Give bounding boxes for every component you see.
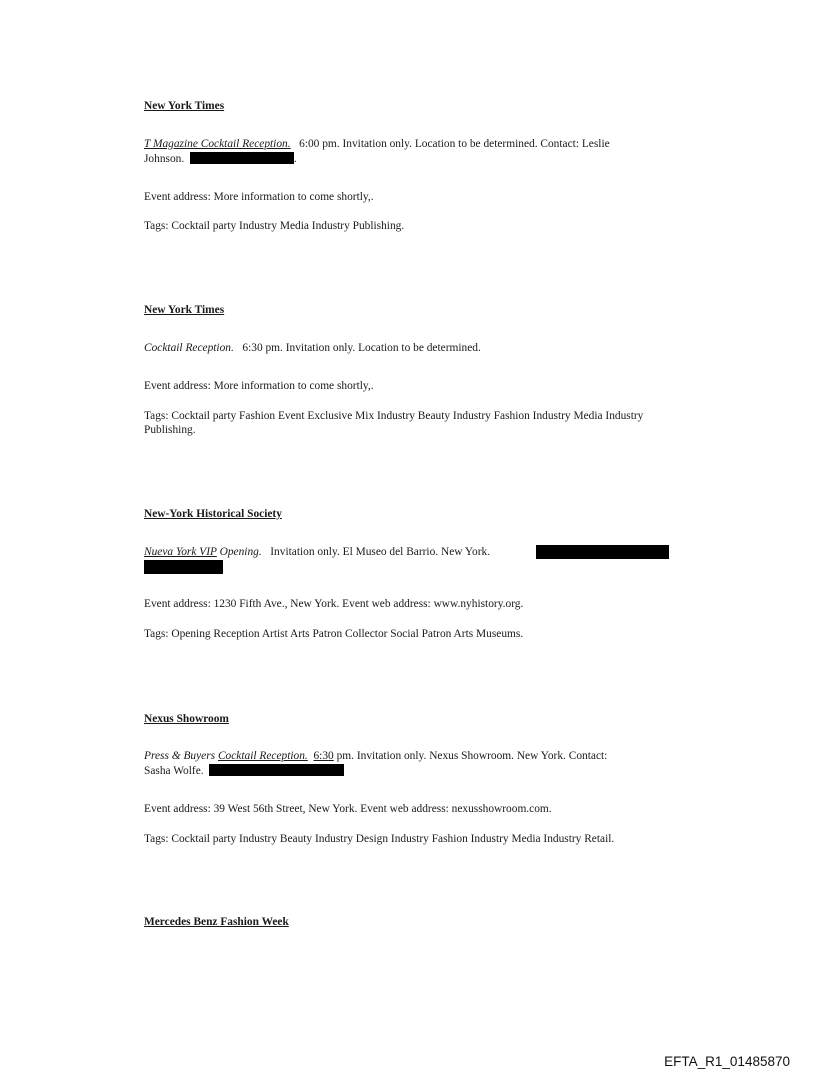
event-tags: Tags: Cocktail party Industry Beauty Industry Design Industry Fashion Industry Media Industry Retail.	[144, 833, 615, 845]
event-details-line	[144, 342, 481, 356]
organization-heading: Nexus Showroom	[144, 713, 229, 725]
event-details-line	[144, 138, 610, 152]
event-address: Event address: 1230 Fifth Ave., New York. Event web address: www.nyhistory.org.	[144, 598, 524, 610]
event-tags: Tags: Cocktail party Fashion Event Exclusive Mix Industry Beauty Industry Fashion Industry Media Industry	[144, 410, 644, 422]
event-title-underlined: Cocktail Reception.	[217, 750, 308, 762]
event-address: Event address: 39 West 56th Street, New York. Event web address: nexusshowroom.com.	[144, 803, 552, 815]
event-details: 6:30 pm. Invitation only. Location to be determined.	[242, 342, 481, 354]
redaction-box	[144, 560, 223, 574]
event-details-line	[144, 764, 344, 779]
event-address: Event address: More information to come shortly,.	[144, 380, 374, 392]
organization-heading: New-York Historical Society	[144, 508, 282, 520]
event-tags-continued: Publishing.	[144, 424, 196, 436]
event-details-line	[144, 546, 490, 560]
organization-heading: Mercedes Benz Fashion Week	[144, 916, 289, 928]
document-id: EFTA_R1_01485870	[664, 1054, 790, 1069]
trailing-period: .	[293, 153, 297, 165]
redaction-box	[536, 545, 669, 559]
event-details-line	[144, 152, 297, 167]
event-details: pm. Invitation only. Nexus Showroom. New York. Contact:	[333, 750, 608, 762]
event-title-rest: Opening.	[216, 546, 262, 558]
event-details-line	[144, 750, 607, 764]
event-details: 6:00 pm. Invitation only. Location to be determined. Contact: Leslie	[299, 138, 610, 150]
event-title-plain: Press & Buyers	[144, 750, 218, 762]
redaction-box	[209, 764, 344, 776]
event-title: Cocktail Reception.	[144, 342, 234, 354]
event-title-underlined: Nueva York VIP	[144, 546, 217, 558]
event-tags: Tags: Opening Reception Artist Arts Patron Collector Social Patron Arts Museums.	[144, 628, 524, 640]
contact-name: Johnson.	[144, 153, 185, 165]
event-time: 6:30	[313, 750, 334, 762]
organization-heading: New York Times	[144, 100, 225, 112]
event-address: Event address: More information to come shortly,.	[144, 191, 374, 203]
event-tags: Tags: Cocktail party Industry Media Industry Publishing.	[144, 220, 405, 232]
event-details: Invitation only. El Museo del Barrio. New York.	[270, 546, 491, 558]
event-title: T Magazine Cocktail Reception.	[144, 138, 291, 150]
redaction-box	[190, 152, 294, 164]
contact-name: Sasha Wolfe.	[144, 765, 204, 777]
organization-heading: New York Times	[144, 304, 225, 316]
